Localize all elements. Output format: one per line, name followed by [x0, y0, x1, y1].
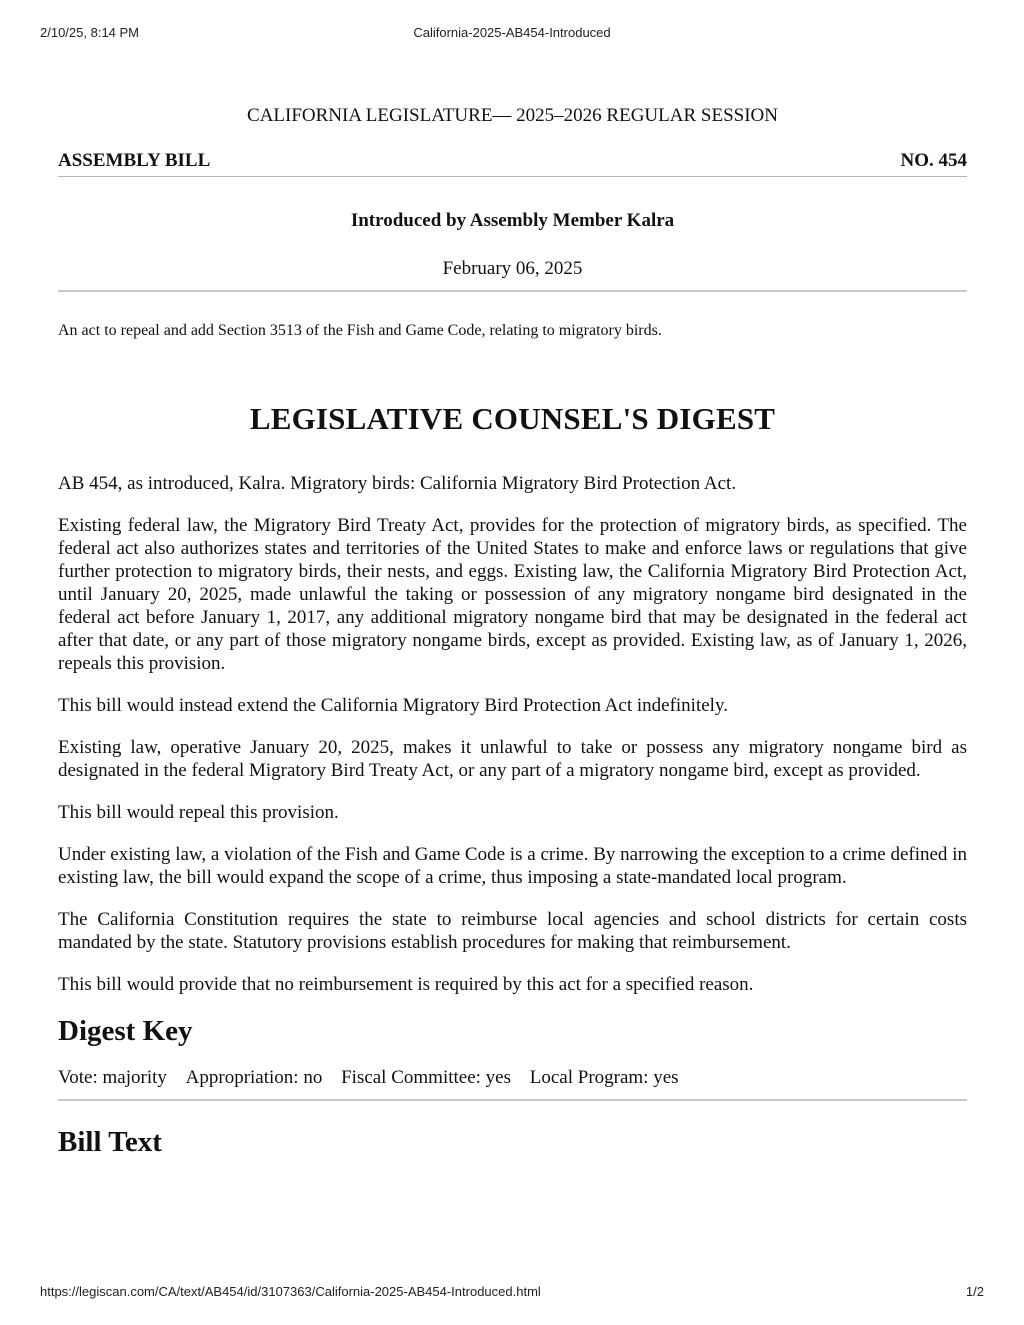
bill-type: ASSEMBLY BILL	[58, 150, 211, 171]
digest-paragraph-8: This bill would provide that no reimbursement is required by this act for a specified reason.	[58, 974, 754, 995]
bill-text-heading: Bill Text	[58, 1126, 162, 1158]
print-footer	[40, 1284, 984, 1302]
session-title: CALIFORNIA LEGISLATURE— 2025–2026 REGULAR SESSION	[247, 105, 778, 126]
digest-paragraph-1: AB 454, as introduced, Kalra. Migratory birds: California Migratory Bird Protection Act.	[58, 473, 737, 494]
page-number: 1/2	[965, 1284, 984, 1299]
digest-paragraph-2: Existing federal law, the Migratory Bird Treaty Act, provides for the protection of migratory birds, as specified. The federal act also authorizes states and territories of the United States to make and enforce laws or regulations that give further protection to migratory birds, their nests, and eggs. Existing law, the California Migratory Bird Protection Act, until January 20, 2025, made unlawful the taking or possession of any migratory nongame bird designated in the federal act before January 1, 2017, any additional migratory nongame bird that may be designated in the federal act after that date, or any part of those migratory nongame birds, except as provided. Existing law, as of January 1, 2026, repeals this provision.	[58, 515, 967, 674]
digest-paragraph-4: Existing law, operative January 20, 2025, makes it unlawful to take or possess any migratory nongame bird as designated in the federal Migratory Bird Treaty Act, or any part of a migratory nongame bird, except as provided.	[58, 737, 967, 781]
appropriation-value: Appropriation: no	[185, 1067, 323, 1088]
digest-paragraph-3: This bill would instead extend the California Migratory Bird Protection Act indefinitely.	[58, 695, 728, 716]
digest-paragraph-6: Under existing law, a violation of the Fish and Game Code is a crime. By narrowing the exception to a crime defined in existing law, the bill would expand the scope of a crime, thus imposing a state-mandated local program.	[58, 844, 967, 888]
digest-paragraph-7: The California Constitution requires the state to reimburse local agencies and school districts for certain costs mandated by the state. Statutory provisions establish procedures for making that reimbursement.	[58, 909, 967, 953]
vote-value: Vote: majority	[58, 1067, 167, 1088]
digest-key-line	[58, 1066, 967, 1101]
introduced-date: February 06, 2025	[58, 257, 967, 292]
introduced-by: Introduced by Assembly Member Kalra	[350, 210, 675, 231]
print-title: California-2025-AB454-Introduced	[413, 25, 611, 40]
print-datetime: 2/10/25, 8:14 PM	[40, 25, 140, 40]
digest-paragraph-5: This bill would repeal this provision.	[58, 802, 339, 823]
bill-document	[58, 104, 967, 1159]
print-header	[40, 25, 984, 43]
fiscal-committee-value: Fiscal Committee: yes	[341, 1067, 512, 1088]
act-description: An act to repeal and add Section 3513 of the Fish and Game Code, relating to migratory birds.	[58, 322, 662, 339]
page-url: https://legiscan.com/CA/text/AB454/id/3107363/California-2025-AB454-Introduced.html	[40, 1284, 541, 1299]
bill-identifier-line	[58, 150, 967, 177]
digest-key-heading: Digest Key	[58, 1015, 193, 1047]
digest-heading: LEGISLATIVE COUNSEL'S DIGEST	[249, 401, 776, 436]
bill-number: NO. 454	[900, 150, 967, 171]
local-program-value: Local Program: yes	[529, 1067, 679, 1088]
